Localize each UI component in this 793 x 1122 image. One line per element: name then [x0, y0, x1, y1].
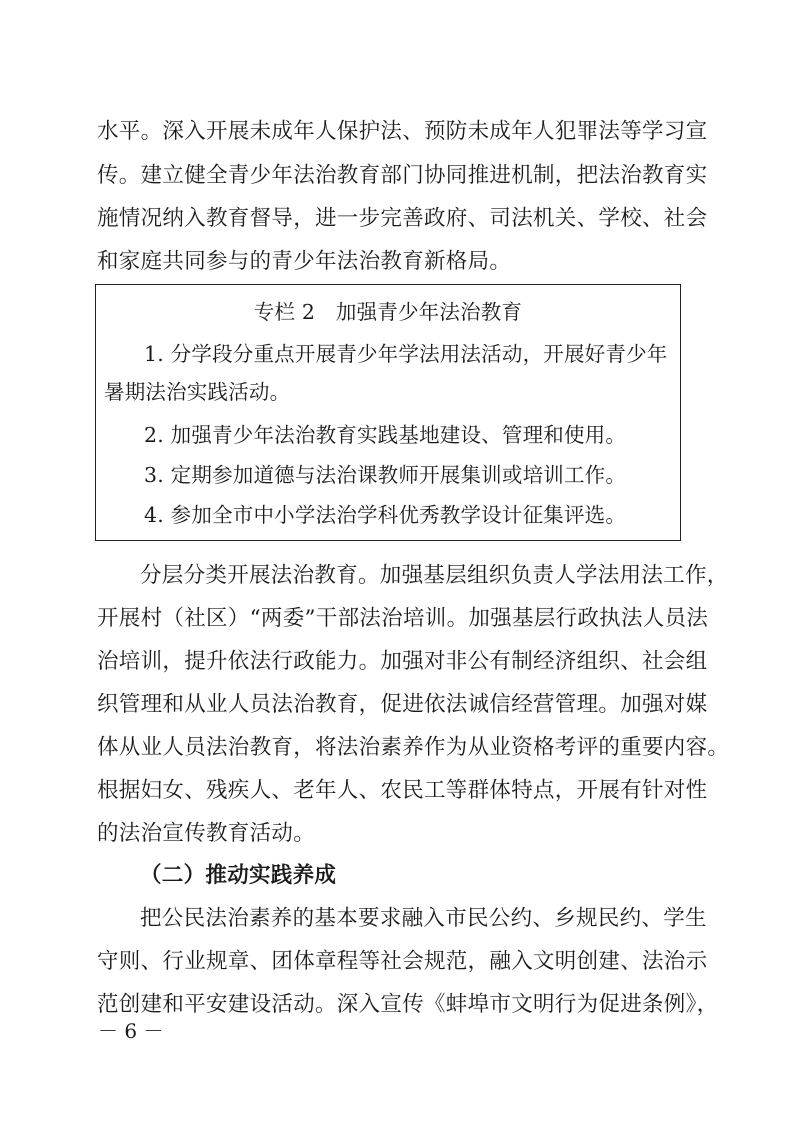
section-heading: （二）推动实践养成 [140, 863, 337, 888]
box-item: 4. 参加全市中小学法治学科优秀教学设计征集评选。 [144, 503, 627, 527]
body-text-line: 和家庭共同参与的青少年法治教育新格局。 [97, 249, 512, 274]
box-item: 1. 分学段分重点开展青少年学法用法活动，开展好青少年 [144, 342, 668, 366]
box-item: 2. 加强青少年法治教育实践基地建设、管理和使用。 [144, 423, 627, 447]
body-text-line: 把公民法治素养的基本要求融入市民公约、乡规民约、学生 [140, 906, 707, 931]
body-text-line: 体从业人员法治教育，将法治素养作为从业资格考评的重要内容。 [97, 735, 730, 760]
body-text-line: 分层分类开展法治教育。加强基层组织负责人学法用法工作， [140, 563, 729, 588]
body-text-line: 织管理和从业人员法治教育，促进依法诚信经营管理。加强对媒 [97, 692, 708, 717]
body-text-line: 治培训，提升依法行政能力。加强对非公有制经济组织、社会组 [97, 649, 708, 674]
special-column-box [95, 284, 681, 541]
body-text-line: 开展村（社区）“两委”干部法治培训。加强基层行政执法人员法 [97, 606, 709, 631]
box-item-continuation: 暑期法治实践活动。 [104, 380, 291, 404]
body-text-line: 施情况纳入教育督导，进一步完善政府、司法机关、学校、社会 [97, 206, 708, 231]
box-item: 3. 定期参加道德与法治课教师开展集训或培训工作。 [144, 463, 627, 487]
body-text-line: 水平。深入开展未成年人保护法、预防未成年人犯罪法等学习宣 [97, 119, 708, 144]
page-number: － 6 － [98, 1019, 164, 1043]
body-text-line: 守则、行业规章、团体章程等社会规范，融入文明创建、法治示 [97, 949, 708, 974]
box-title: 专栏 2 加强青少年法治教育 [253, 300, 523, 324]
body-text-line: 的法治宣传教育活动。 [97, 821, 316, 846]
body-text-line: 范创建和平安建设活动。深入宣传《蚌埠市文明行为促进条例》， [97, 992, 719, 1017]
body-text-line: 传。建立健全青少年法治教育部门协同推进机制，把法治教育实 [97, 163, 708, 188]
body-text-line: 根据妇女、残疾人、老年人、农民工等群体特点，开展有针对性 [97, 778, 708, 803]
